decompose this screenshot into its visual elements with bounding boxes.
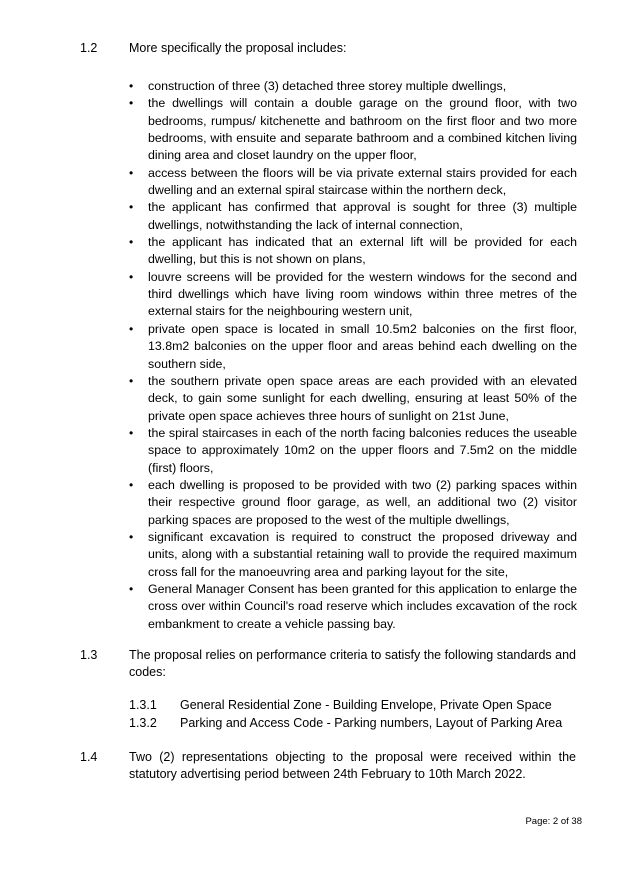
subsection-text-1-3-2: Parking and Access Code - Parking numbers, Layout of Parking Area	[180, 716, 563, 730]
bullet-item: • access between the floors will be via private external stairs provided for each dwelling and an external spiral staircase within the northern deck,	[129, 165, 577, 200]
bullet-item: • construction of three (3) detached three storey multiple dwellings,	[129, 78, 577, 95]
section-1-3-text: The proposal relies on performance criteria to satisfy the following standards and codes:	[129, 648, 576, 679]
proposal-bullet-list	[129, 78, 577, 633]
bullet-item: • private open space is located in small 10.5m2 balconies on the first floor, 13.8m2 balconies on the upper floor and areas behind each dwelling on the southern side,	[129, 321, 577, 373]
bullet-item: • the applicant has confirmed that approval is sought for three (3) multiple dwellings, notwithstanding the lack of internal connection,	[129, 199, 577, 234]
section-1-4-text: Two (2) representations objecting to the proposal were received within the statutory advertising period between 24th February to 10th March 2022.	[129, 750, 576, 781]
section-number-1-2: 1.2	[80, 41, 98, 55]
bullet-item: • General Manager Consent has been granted for this application to enlarge the cross over within Council's road reserve which includes excavation of the rock embankment to create a vehicle passing bay.	[129, 581, 577, 633]
bullet-item: • the spiral staircases in each of the north facing balconies reduces the useable space to approximately 10m2 on the upper floors and 7.5m2 on the middle (first) floors,	[129, 425, 577, 477]
section-number-1-3: 1.3	[80, 648, 98, 662]
bullet-item: • louvre screens will be provided for the western windows for the second and third dwellings which have living room windows within three metres of the external stairs for the neighbouring western unit,	[129, 269, 577, 321]
page-number-footer: Page: 2 of 38	[525, 816, 582, 827]
section-1-2-intro: More specifically the proposal includes:	[129, 41, 347, 55]
subsection-number-1-3-2: 1.3.2	[129, 716, 157, 730]
bullet-item: • significant excavation is required to construct the proposed driveway and units, along with a substantial retaining wall to provide the required maximum cross fall for the manoeuvring area and parking layout for the site,	[129, 529, 577, 581]
section-number-1-4: 1.4	[80, 750, 98, 764]
subsection-number-1-3-1: 1.3.1	[129, 698, 157, 712]
bullet-item: • the applicant has indicated that an external lift will be provided for each dwelling, but this is not shown on plans,	[129, 234, 577, 269]
bullet-item: • the southern private open space areas are each provided with an elevated deck, to gain some sunlight for each dwelling, ensuring at least 50% of the private open space achieves three hours of sunlight on 21st June,	[129, 373, 577, 425]
bullet-item: • each dwelling is proposed to be provided with two (2) parking spaces within their respective ground floor garage, as well, an additional two (2) visitor parking spaces are proposed to the west of the multiple dwellings,	[129, 477, 577, 529]
subsection-text-1-3-1: General Residential Zone - Building Envelope, Private Open Space	[180, 698, 552, 712]
bullet-item: • the dwellings will contain a double garage on the ground floor, with two bedrooms, rumpus/ kitchenette and bathroom on the first floor and two more bedrooms, with ensuite and separate bathroom and a combined kitchen living dining area and closet laundry on the upper floor,	[129, 95, 577, 164]
